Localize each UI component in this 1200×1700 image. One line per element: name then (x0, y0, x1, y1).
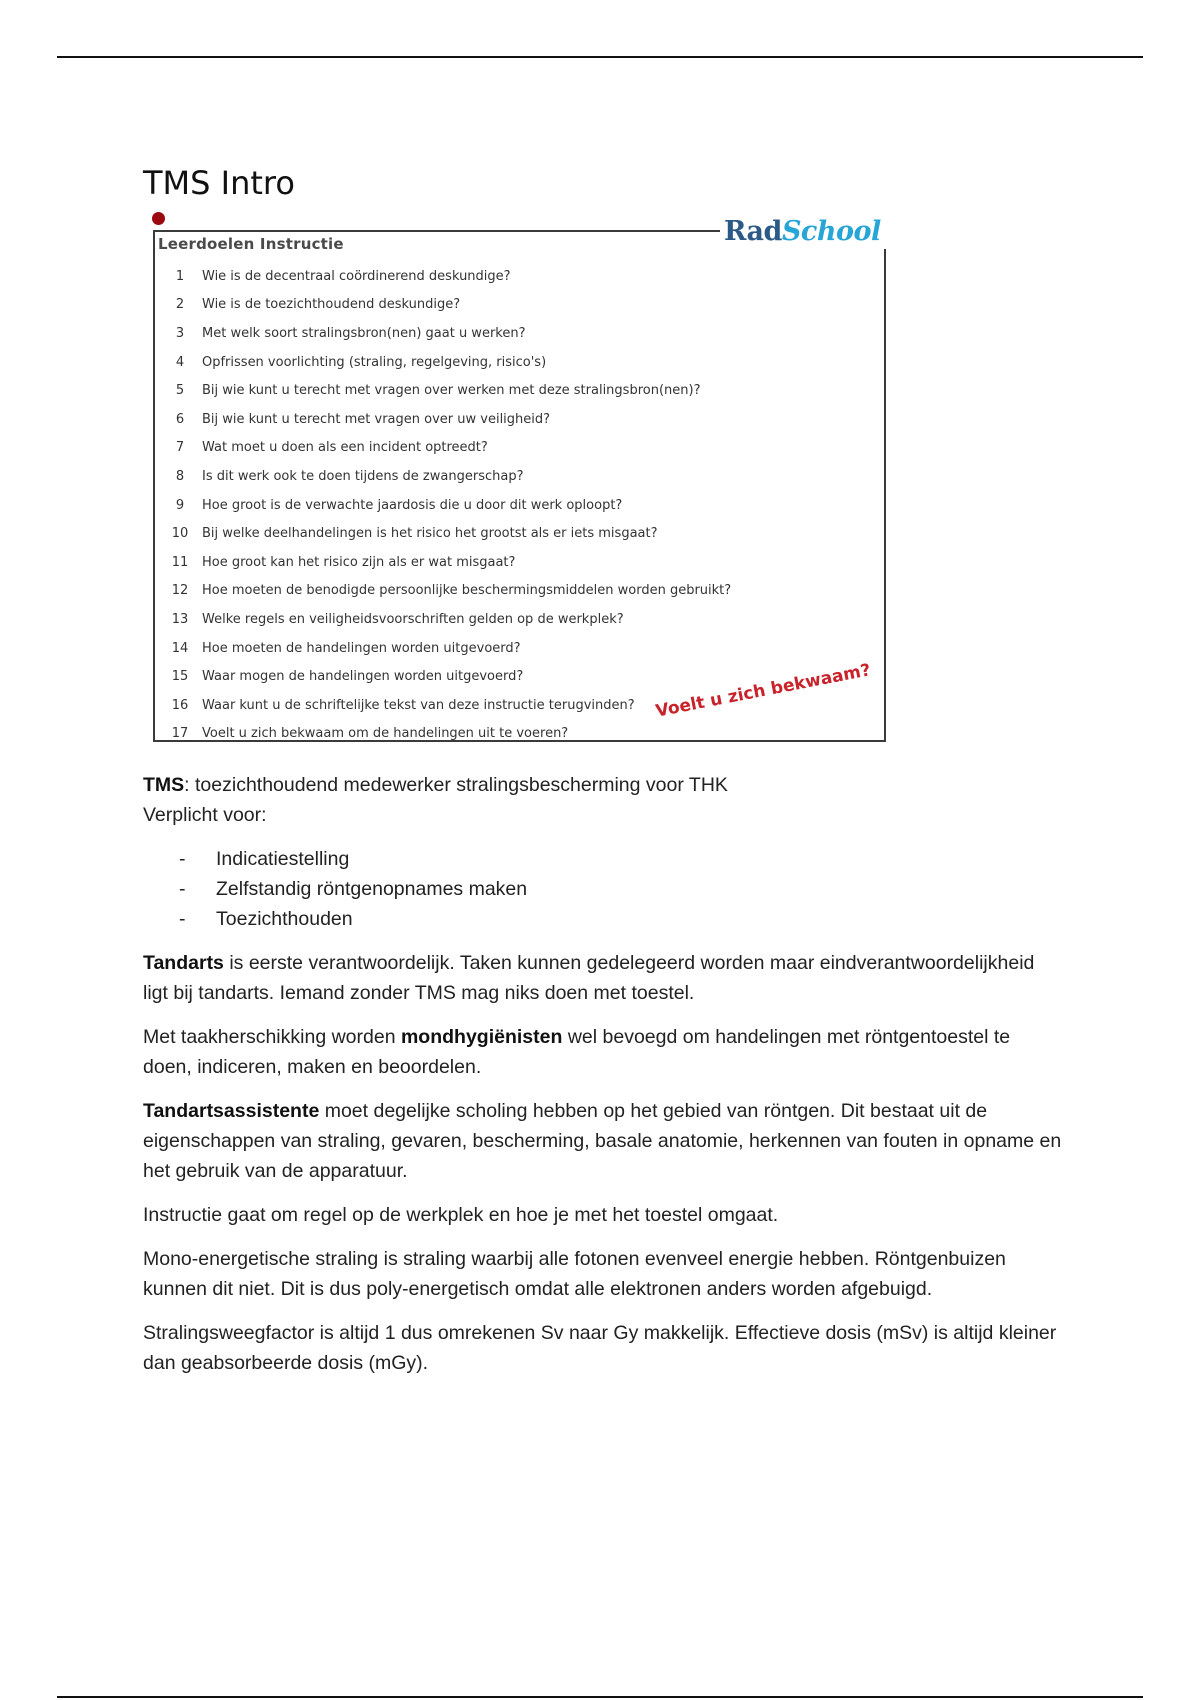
objective-item (158, 491, 731, 520)
objective-text: Bij welke deelhandelingen is het risico het grootst als er iets misgaat? (202, 526, 658, 542)
objective-item (158, 519, 731, 548)
objective-number: 6 (175, 411, 185, 427)
bold-tandarts: Tandarts (143, 952, 224, 974)
objective-item (158, 291, 731, 320)
objective-number: 16 (171, 697, 189, 713)
logo-school: School (781, 216, 881, 247)
tms-definition-text: : toezichthoudend medewerker stralingsbescherming voor THK (184, 774, 728, 796)
paragraph-mondhygienisten (143, 1022, 1063, 1082)
logo-rad: Rad (724, 216, 782, 247)
objective-text: Bij wie kunt u terecht met vragen over uw veiligheid? (202, 411, 551, 427)
objective-item (158, 662, 731, 691)
paragraph-tandartsassistente (143, 1096, 1063, 1186)
header-rule (57, 56, 1143, 58)
objective-item (158, 319, 731, 348)
objective-number: 4 (175, 354, 185, 370)
objective-item (158, 462, 731, 491)
objective-item (158, 262, 731, 291)
objective-item (158, 634, 731, 663)
paragraph-mondhygienisten-post: wel bevoegd om handelingen met röntgentoestel te doen, indiceren, maken en beoordelen. (143, 1026, 1011, 1078)
objective-number: 3 (175, 325, 185, 341)
bold-tandartsassistente: Tandartsassistente (143, 1100, 320, 1122)
objective-item (158, 376, 731, 405)
paragraph-mondhygienisten-pre: Met taakherschikking worden (143, 1026, 401, 1048)
paragraph-instructie: Instructie gaat om regel op de werkplek en hoe je met het toestel omgaat. (143, 1204, 779, 1226)
competence-stamp: Voelt u zich bekwaam? (654, 660, 873, 722)
required-for-item-text: Indicatiestelling (216, 848, 350, 870)
tms-definition (143, 770, 1063, 800)
figure-heading: Leerdoelen Instructie (158, 235, 344, 253)
required-for-item (179, 844, 1063, 874)
objective-number: 5 (175, 383, 185, 399)
objective-text: Is dit werk ook te doen tijdens de zwangerschap? (202, 468, 524, 484)
footer-rule (57, 1696, 1143, 1698)
required-for-item (179, 874, 1063, 904)
objective-text: Wie is de toezichthoudend deskundige? (202, 297, 461, 313)
objective-number: 14 (171, 640, 189, 656)
paragraph-stralingsweegfactor: Stralingsweegfactor is altijd 1 dus omrekenen Sv naar Gy makkelijk. Effectieve dosis (mSv) is altijd kleiner dan geabsorbeerde dosis (mGy). (143, 1322, 1057, 1374)
objective-text: Hoe moeten de benodigde persoonlijke beschermingsmiddelen worden gebruikt? (202, 583, 732, 599)
objective-text: Hoe moeten de handelingen worden uitgevoerd? (202, 640, 521, 656)
learning-objectives-figure (146, 212, 898, 752)
objective-item (158, 348, 731, 377)
objective-item (158, 720, 731, 749)
objective-number: 13 (171, 611, 189, 627)
objective-item (158, 577, 731, 606)
objective-number: 15 (171, 669, 189, 685)
objective-item (158, 605, 731, 634)
objective-text: Hoe groot kan het risico zijn als er wat misgaat? (202, 554, 516, 570)
objective-number: 7 (175, 440, 185, 456)
objective-number: 12 (171, 583, 189, 599)
objective-text: Wie is de decentraal coördinerend deskundige? (202, 268, 511, 284)
document-body (143, 770, 1063, 1378)
paragraph-tandarts (143, 948, 1063, 1008)
page-title: TMS Intro (143, 164, 295, 202)
objective-number: 11 (171, 554, 189, 570)
objective-text: Voelt u zich bekwaam om de handelingen uit te voeren? (202, 726, 569, 742)
required-for-label: Verplicht voor: (143, 804, 267, 826)
required-for-list (143, 844, 1063, 934)
paragraph-tandarts-text: is eerste verantwoordelijk. Taken kunnen gedelegeerd worden maar eindverantwoordelijkheid ligt bij tandarts. Iemand zonder TMS mag niks doen met toestel. (143, 952, 1035, 1004)
objective-text: Wat moet u doen als een incident optreedt? (202, 440, 488, 456)
dash-bullet: - (179, 908, 186, 930)
objective-item (158, 405, 731, 434)
radschool-logo (720, 215, 887, 249)
objective-text: Met welk soort stralingsbron(nen) gaat u werken? (202, 325, 526, 341)
paragraph-tandartsassistente-text: moet degelijke scholing hebben op het gebied van röntgen. Dit bestaat uit de eigenschappen van straling, gevaren, bescherming, basale anatomie, herkennen van fouten in opname en het gebruik van de apparatuur. (143, 1100, 1062, 1182)
required-for-item-text: Toezichthouden (216, 908, 353, 930)
tms-term: TMS (143, 774, 185, 796)
objective-text: Welke regels en veiligheidsvoorschriften gelden op de werkplek? (202, 611, 624, 627)
objective-number: 10 (171, 526, 189, 542)
objective-text: Bij wie kunt u terecht met vragen over werken met deze stralingsbron(nen)? (202, 383, 701, 399)
objective-text: Opfrissen voorlichting (straling, regelgeving, risico's) (202, 354, 547, 370)
dash-bullet: - (179, 848, 186, 870)
required-for-item (179, 904, 1063, 934)
objective-number: 2 (175, 297, 185, 313)
objective-number: 8 (175, 468, 185, 484)
bold-mondhygienisten: mondhygiënisten (400, 1026, 563, 1048)
objective-number: 1 (175, 268, 185, 284)
objective-text: Waar kunt u de schriftelijke tekst van deze instructie terugvinden? (202, 697, 635, 713)
objective-text: Waar mogen de handelingen worden uitgevoerd? (202, 669, 524, 685)
objective-number: 17 (171, 726, 189, 742)
objectives-list (158, 262, 731, 748)
objective-item (158, 548, 731, 577)
objective-item (158, 691, 731, 720)
objective-number: 9 (175, 497, 185, 513)
bullet-dot-icon (152, 212, 165, 225)
required-for-item-text: Zelfstandig röntgenopnames maken (216, 878, 528, 900)
paragraph-mono-energetisch: Mono-energetische straling is straling waarbij alle fotonen evenveel energie hebben. Röntgenbuizen kunnen dit niet. Dit is dus poly-energetisch omdat alle elektronen anders worden afgebuigd. (143, 1248, 1006, 1300)
objective-item (158, 434, 731, 463)
objective-text: Hoe groot is de verwachte jaardosis die u door dit werk oploopt? (202, 497, 623, 513)
dash-bullet: - (179, 878, 186, 900)
